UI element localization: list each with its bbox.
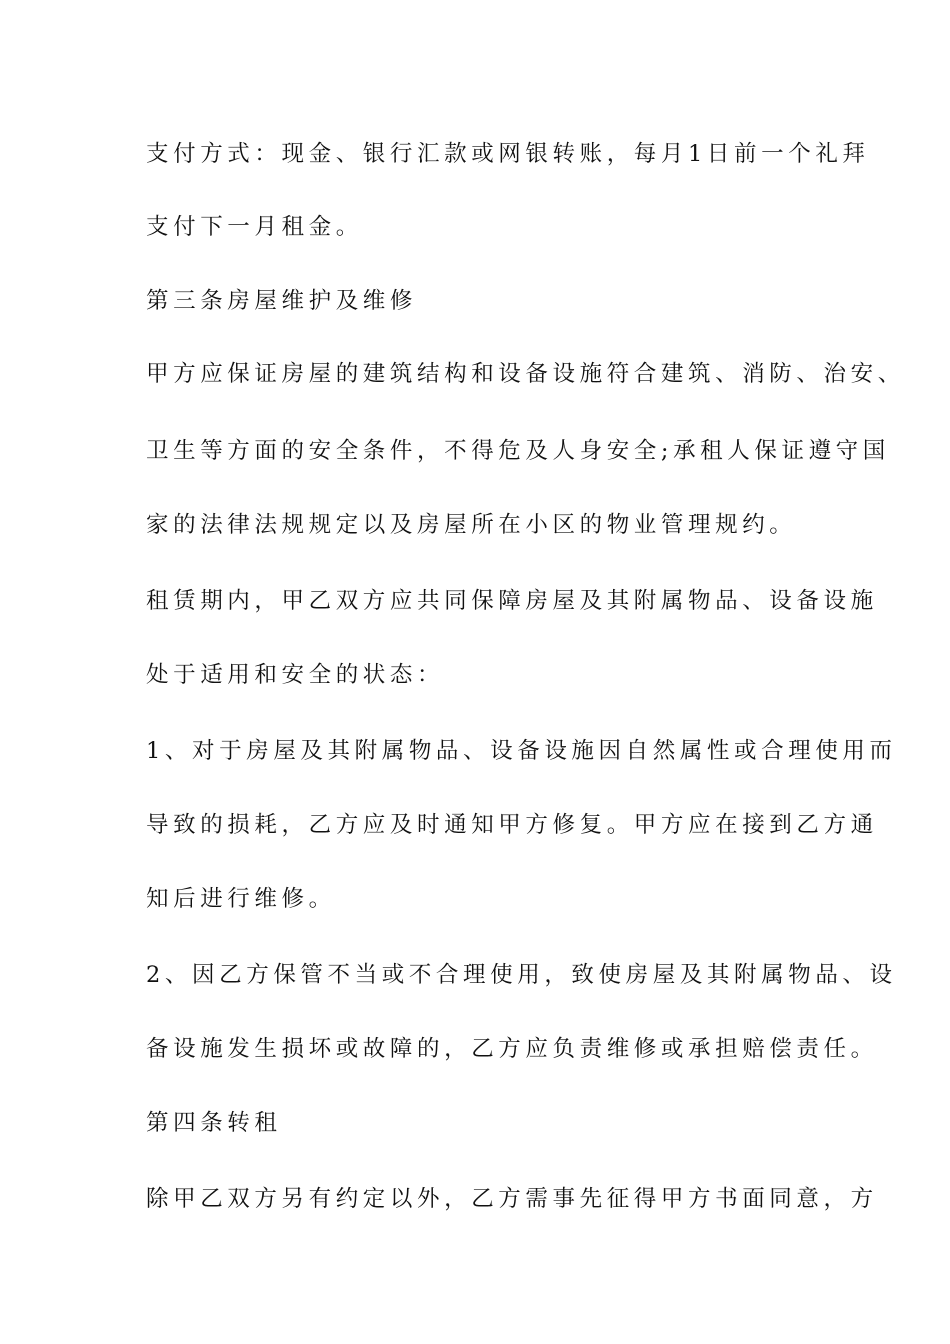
text-line: 处于适用和安全的状态： (146, 662, 445, 688)
list-item: 1、对于房屋及其附属物品、设备设施因自然属性或合理使用而 (146, 738, 897, 764)
text-line: 家的法律法规规定以及房屋所在小区的物业管理规约。 (146, 512, 797, 538)
text-line: 租赁期内，甲乙双方应共同保障房屋及其附属物品、设备设施 (146, 588, 878, 614)
list-item: 2、因乙方保管不当或不合理使用，致使房屋及其附属物品、设 (146, 962, 897, 988)
section-heading: 第四条转租 (146, 1110, 282, 1136)
text-line: 卫生等方面的安全条件，不得危及人身安全;承租人保证遵守国 (146, 438, 890, 464)
text-line: 知后进行维修。 (146, 886, 336, 912)
text-line: 除甲乙双方另有约定以外，乙方需事先征得甲方书面同意，方 (146, 1186, 878, 1212)
text-line: 备设施发生损坏或故障的，乙方应负责维修或承担赔偿责任。 (146, 1036, 878, 1062)
section-heading: 第三条房屋维护及维修 (146, 288, 418, 314)
text-line: 甲方应保证房屋的建筑结构和设备设施符合建筑、消防、治安、 (146, 361, 905, 387)
text-line: 支付方式：现金、银行汇款或网银转账，每月1日前一个礼拜 (146, 141, 870, 167)
text-line: 支付下一月租金。 (146, 214, 363, 240)
text-line: 导致的损耗，乙方应及时通知甲方修复。甲方应在接到乙方通 (146, 812, 878, 838)
